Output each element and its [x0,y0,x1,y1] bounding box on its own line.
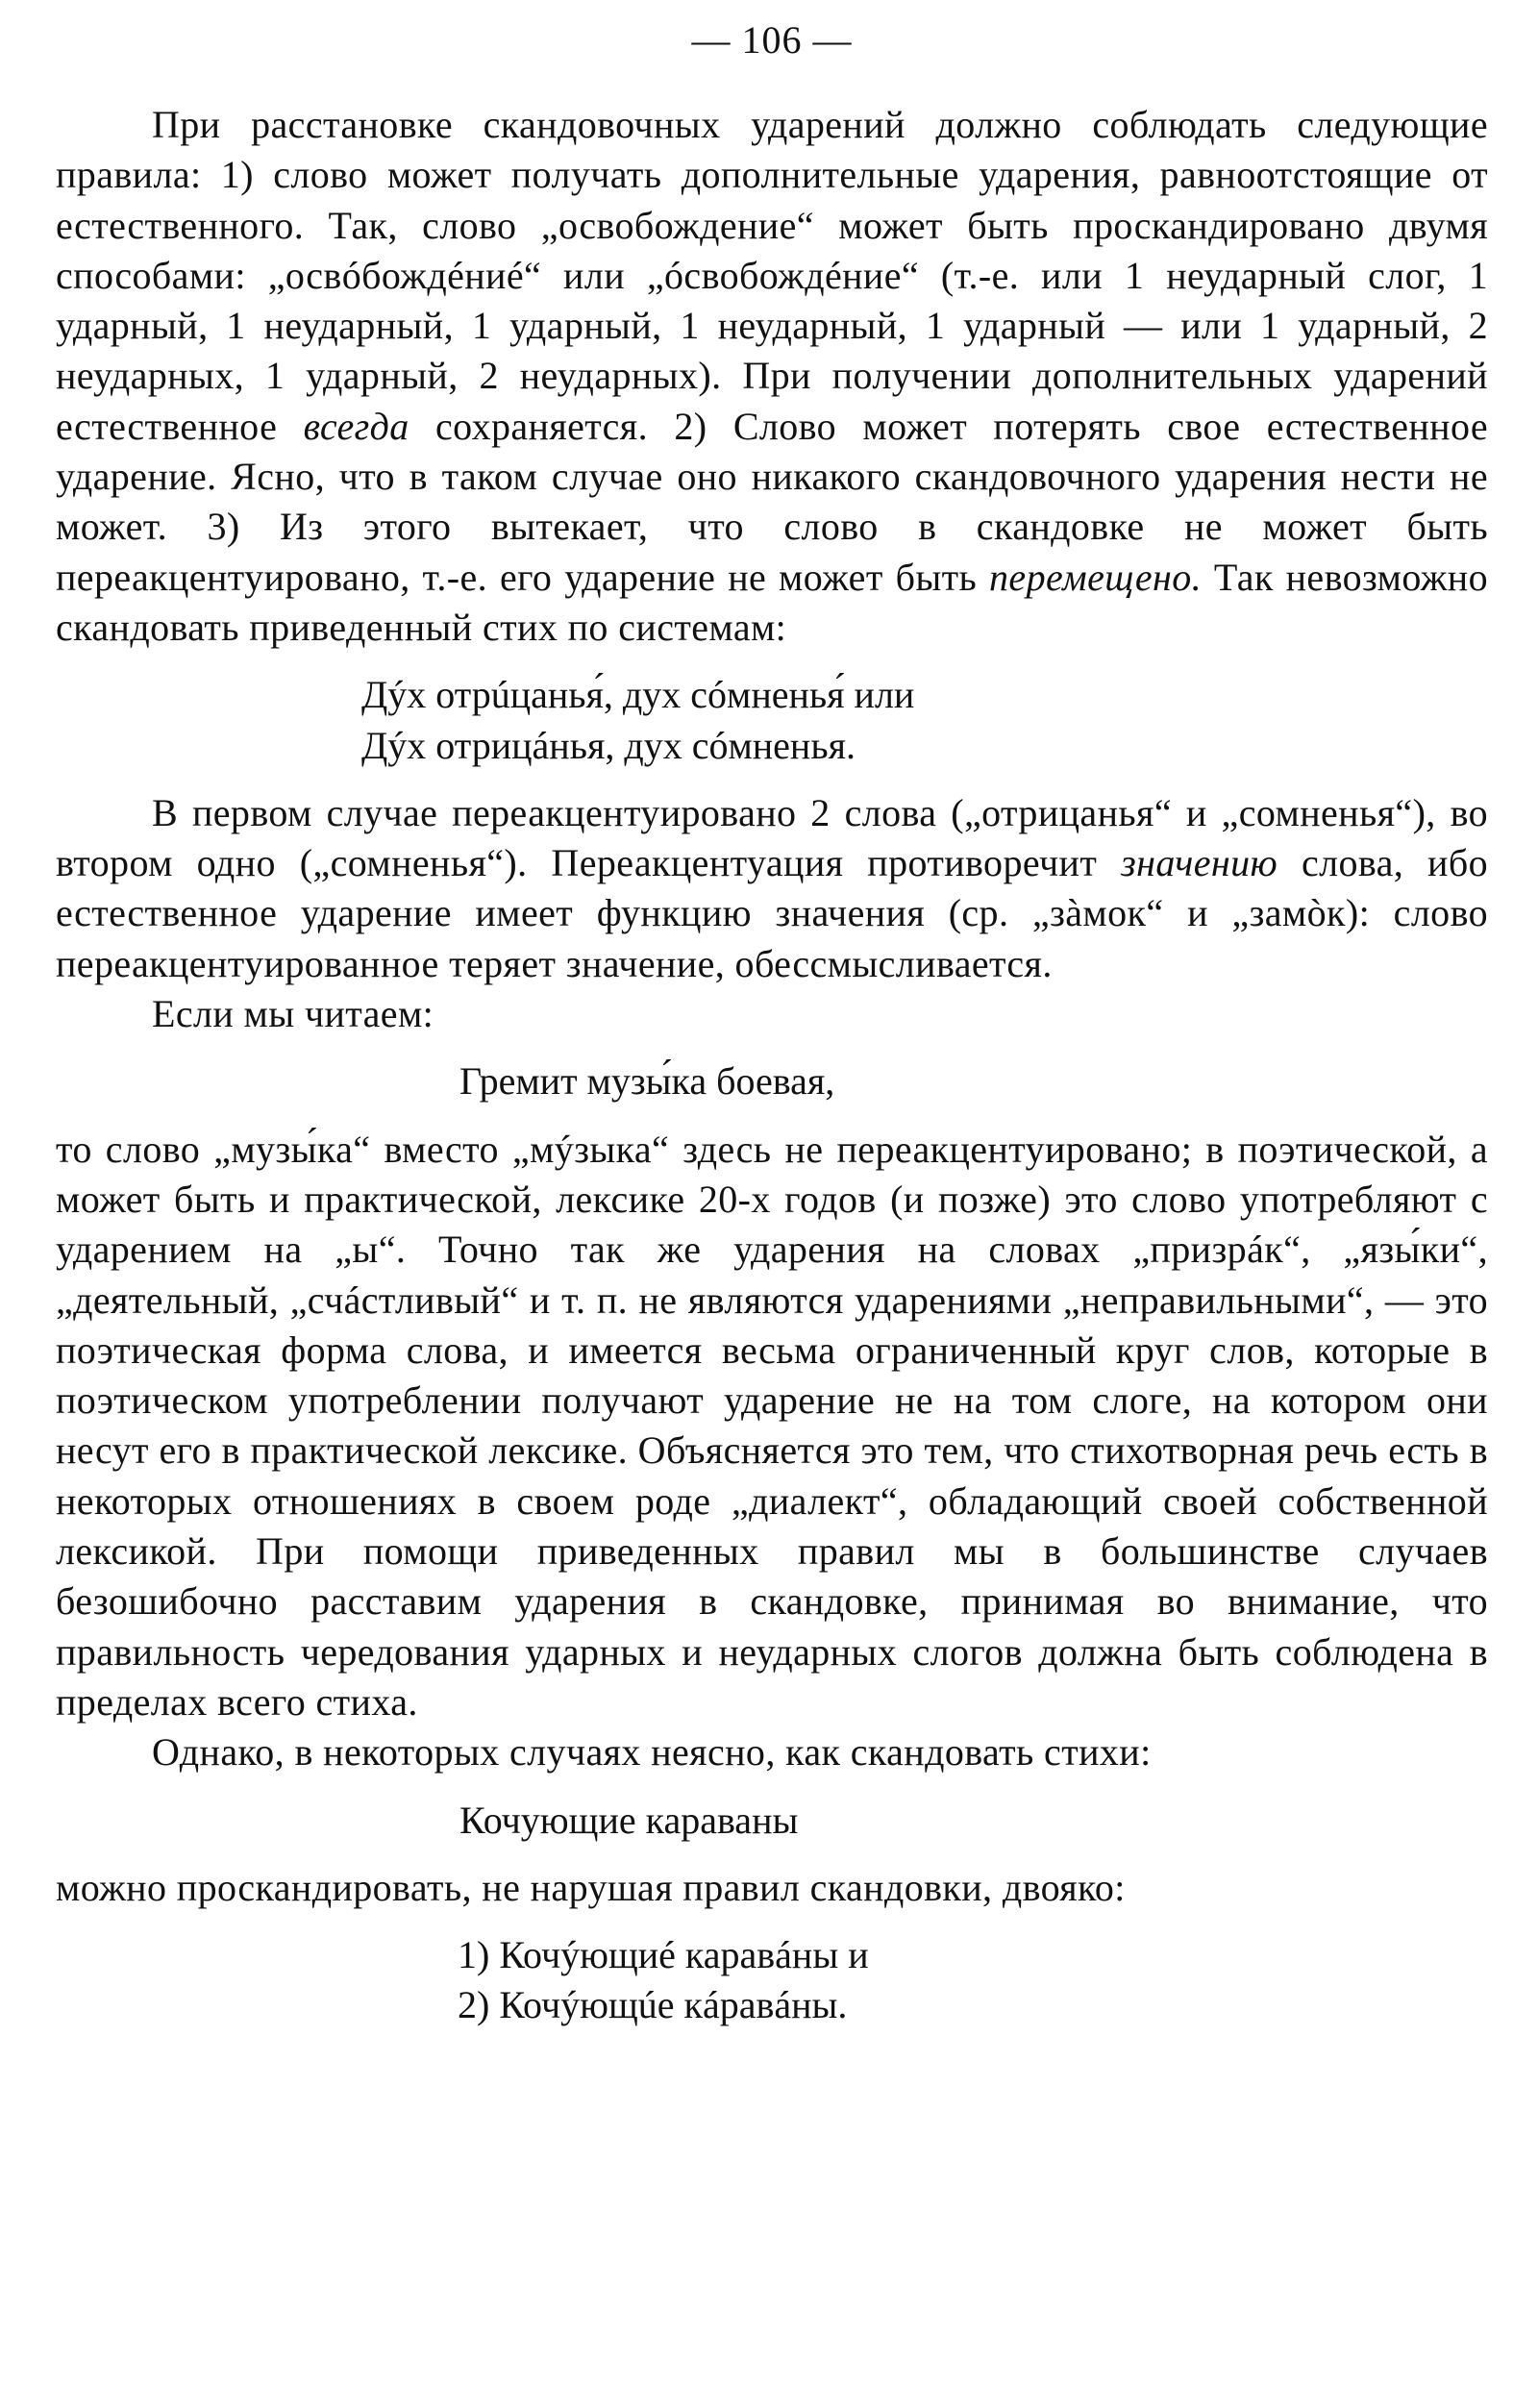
verse-line: 2) Кочýющúе кáравáны. [458,1983,848,2027]
verse-example-1 [56,670,1488,771]
emphasis-moved: перемещено. [989,555,1203,599]
paragraph-music-word: то слово „музы́ка“ вместо „мýзыка“ здесь не переакцентуировано; в поэтической, а может быть и практической, лексике 20-х годов (и позже) это слово употребляют с ударением на „ы“. Точно так же ударения на словах „призрáк“, „язы́ки“, „деятельный, „счáстливый“ и т. п. не являются ударениями „неправильными“, — это поэтическая форма слова, и имеется весьма ограниченный круг слов, которые в поэтическом употреблении получают ударение не на том слоге, на котором они несут его в практической лексике. Объясняется это тем, что стихотворная речь есть в некоторых отношениях в своем роде „диалект“, обладающий своей собственной лексикой. При помощи приведенных правил мы в большинстве случаев безошибочно расставим ударения в скандовке, принимая во внимание, что правильность чередования ударных и неударных слогов должна быть соблюдена в пределах всего стиха. [56,1127,1488,1724]
paragraph-rules-text-c: Так невозможно скандовать приведенный стих по системам: [56,555,1488,649]
paragraph-rules-text-b: сохраняется. 2) Слово может потерять свое естественное ударение. Ясно, что в таком случае оно никакого скандовочного ударения нести не может. 3) Из этого вытекает, что слово в скандовке не может быть переакцентуировано, т.-е. его ударение не может быть [56,404,1488,599]
paragraph-reaccentuation-text-b: слова, ибо естественное ударение имеет функцию значения (ср. „зàмок“ и „замòк): слово переакцентуированное теряет значение, обессмысливается. [56,841,1489,985]
paragraph-reaccentuation-text-a: В первом случае переакцентуировано 2 слова („отрицанья“ и „сомненья“), во втором одно („сомненья“). Переакцентуация противоречит [56,790,1488,885]
verse-line: Дýх отрицáнья, дух сóмненья. [361,723,856,767]
body-text [56,100,1488,2031]
paragraph-rules [56,100,1488,653]
paragraph-however: Однако, в некоторых случаях неясно, как скандовать стихи: [152,1730,1152,1775]
verse-example-2 [56,1056,1488,1106]
verse-example-3 [56,1796,1488,1846]
verse-line: 1) Кочýющиé каравáны и [458,1933,869,1977]
paragraph-if-we-read: Если мы читаем: [152,992,434,1036]
paragraph-two-ways: можно проскандировать, не нарушая правил скандовки, двояко: [56,1865,1126,1909]
paragraph-reaccentuation [56,788,1488,989]
page-number: — 106 — [691,18,853,62]
verse-line: Дýх отрúцанья́, дух сóмненья́ или [361,673,915,717]
verse-example-4 [56,1930,1488,2031]
verse-line: Кочующие караваны [459,1798,799,1842]
emphasis-meaning: значению [1121,841,1278,885]
paragraph-rules-text-a: При расстановке скандовочных ударений должно соблюдать следующие правила: 1) слово может получать дополнительные ударения, равноотстоящие от естественного. Так, слово „освобождение“ может быть проскандировано двумя способами: „освóбождéниé“ или „óсвобождéние“ (т.-е. или 1 неударный слог, 1 ударный, 1 неударный, 1 ударный, 1 неударный, 1 ударный — или 1 ударный, 2 неударных, 1 ударный, 2 неударных). При получении дополнительных ударений естественное [56,103,1488,448]
verse-line: Гремит музы́ка боевая, [459,1059,835,1104]
emphasis-always: всегда [303,404,409,448]
